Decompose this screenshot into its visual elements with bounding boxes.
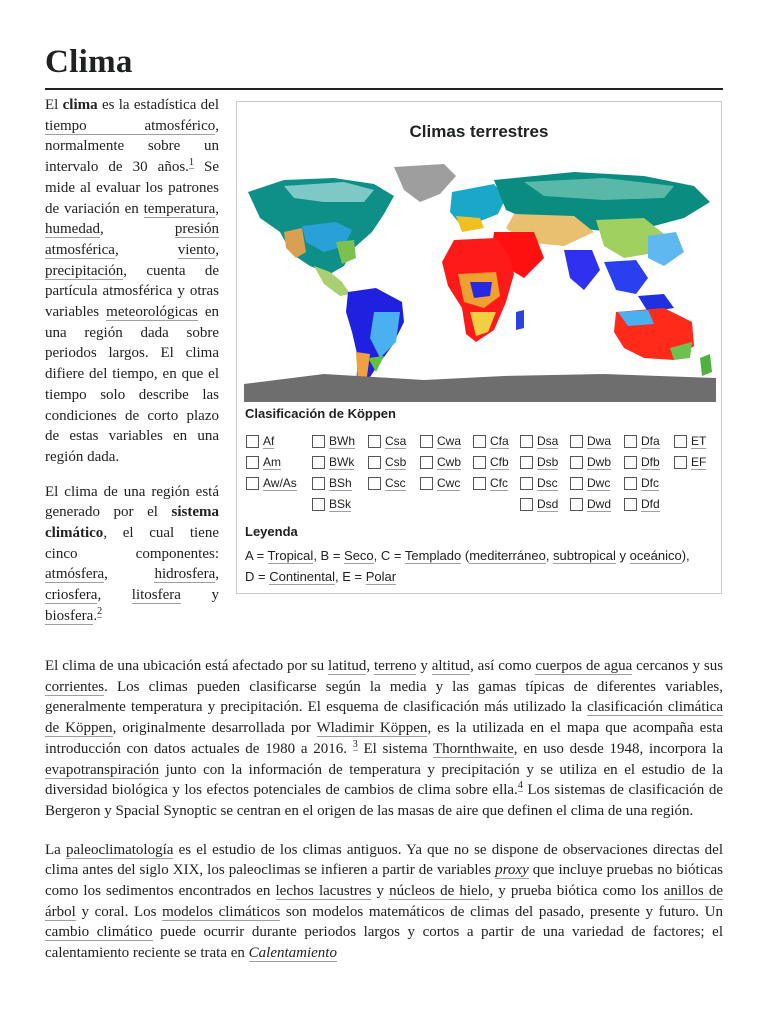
koppen-item-bsh[interactable] [312,474,352,492]
link-modelos-climaticos[interactable]: modelos climáticos [162,903,281,920]
koppen-item-dsa[interactable] [520,432,558,450]
text: , E = [335,569,366,584]
koppen-swatch [520,456,533,469]
koppen-item-csa[interactable] [368,432,406,450]
link-templado[interactable]: Templado [404,548,462,563]
koppen-label: Dwd [587,496,612,511]
koppen-swatch [674,435,687,448]
link-hidrosfera[interactable]: hidrosfera [154,566,216,583]
text: . Los climas pueden clasificarse según la media y las gamas típicas de diferentes variables, generalmente temperatura y precipitación. El esquema de clasificación más utilizado la [45,678,723,716]
text: en una región dada sobre periodos largos. El clima difiere del tiempo, en que el tiempo solo describe las condiciones de corto plazo de estas variables en una región dada. [45,304,219,465]
koppen-swatch [312,477,325,490]
infobox-climate-map [236,101,722,594]
text: , en uso desde 1948, incorpora la [513,740,723,757]
koppen-swatch [473,477,486,490]
koppen-swatch [246,456,259,469]
text: ( [461,548,470,563]
text: , C = [373,548,405,563]
page-title: Clima [45,44,133,80]
link-calentamiento[interactable] [249,945,337,962]
koppen-item-bwh[interactable] [312,432,355,450]
koppen-label: ET [691,433,707,448]
koppen-title: Clasificación de Köppen [245,406,396,421]
koppen-label: Cwc [437,475,461,490]
koppen-item-am[interactable] [246,453,281,471]
link-tiempo-atmosferico[interactable]: tiempo atmosférico [45,117,216,134]
link-tropical[interactable]: Tropical [267,548,314,563]
koppen-label: Cfa [490,433,509,448]
lead-paragraph-1 [45,95,219,468]
link-nucleos-de-hielo[interactable]: núcleos de hielo [389,883,490,900]
link-evapotranspiracion[interactable]: evapotranspiración [45,761,160,778]
text: cercanos y sus [632,658,724,674]
text: , cuenta de partícula atmosférica y otras variables [45,262,219,321]
link-anillos-de-arbol[interactable]: anillos de árbol [45,883,723,920]
link-litosfera[interactable]: litosfera [131,587,181,604]
link-viento[interactable]: viento [177,241,216,258]
koppen-legend-grid [246,432,716,514]
koppen-label: Dfa [641,433,660,448]
text: , originalmente desarrollada por [112,720,317,737]
text: , [545,548,554,563]
text: ), [681,548,690,563]
link-presion-atmosferica[interactable]: presión atmosférica [45,221,219,258]
text: , [215,241,219,258]
text: y [371,883,390,900]
koppen-swatch [420,456,433,469]
link-precipitacion[interactable]: precipitación [45,262,124,279]
koppen-item-dfa[interactable] [624,432,660,450]
bold-term-clima: clima [62,97,98,113]
koppen-label: Cfc [490,475,508,490]
koppen-label: BSk [329,496,352,511]
link-lechos-lacustres[interactable]: lechos lacustres [275,883,372,900]
ref-1[interactable]: 1 [188,157,194,169]
text: , así como [470,658,536,674]
koppen-swatch [624,456,637,469]
koppen-label: Dfc [641,475,659,490]
koppen-item-dwa[interactable] [570,432,611,450]
link-paleoclimatologia[interactable]: paleoclimatología [65,841,174,858]
koppen-item-af[interactable] [246,432,274,450]
koppen-item-cwb[interactable] [420,453,461,471]
link-meteorologicas[interactable]: meteorológicas [106,304,198,321]
koppen-swatch [246,435,259,448]
text: El clima de una región está generado por el [45,483,219,521]
koppen-item-csb[interactable] [368,453,406,471]
link-oceanico[interactable]: oceánico [629,548,682,563]
text: , [97,587,132,604]
koppen-label: Dfb [641,454,660,469]
koppen-swatch [473,456,486,469]
link-clasificacion-koppen[interactable]: clasificación climática de Köppen [45,699,723,737]
koppen-swatch [312,435,325,448]
text: El sistema [357,740,433,757]
text: . [93,607,98,624]
text: es el estudio de los climas antiguos. Ya que no se dispone de observaciones directas del clima antes del siglo XIX, los paleoclimas se infieren a partir de variables [45,841,724,879]
koppen-label: Dsc [537,475,558,490]
link-atmosfera[interactable]: atmósfera [45,566,105,583]
text: y [416,658,432,674]
link-proxy[interactable] [495,862,529,879]
koppen-swatch [674,456,687,469]
text: Se mide al evaluar los patrones de variación en [45,159,220,217]
koppen-label: Af [263,433,275,448]
koppen-swatch [624,498,637,511]
koppen-item-dwb[interactable] [570,453,611,471]
map-title: Climas terrestres [409,122,549,141]
koppen-label: Dsa [537,433,559,448]
koppen-item-ef[interactable] [674,453,706,471]
koppen-label: Cfb [490,454,509,469]
link-latitud[interactable]: latitud [328,658,367,674]
koppen-item-dsc[interactable] [520,474,558,492]
koppen-item-dwc[interactable] [570,474,610,492]
text: y [615,548,630,563]
text: son modelos matemáticos de climas del pasado, presente y futuro. Un [280,903,724,920]
link-thornthwaite[interactable]: Thornthwaite [432,740,514,757]
koppen-item-dsb[interactable] [520,453,558,471]
koppen-item-dfb[interactable] [624,453,660,471]
koppen-swatch [624,477,637,490]
koppen-label: Am [263,454,281,469]
koppen-label: Dsd [537,496,559,511]
text: , [99,221,175,238]
link-temperatura[interactable]: temperatura [143,200,216,217]
text: , [114,241,178,258]
text: La [45,841,66,858]
link-terreno[interactable]: terreno [374,658,417,674]
koppen-label: EF [691,454,707,469]
legend-title: Leyenda [245,524,298,539]
koppen-label: Aw/As [263,475,297,490]
bold-term-sistema-climatico: sistema climático [45,504,219,542]
body-paragraph-3 [45,656,723,822]
koppen-swatch [420,435,433,448]
text: y coral. Los [75,903,163,920]
koppen-item-et[interactable] [674,432,706,450]
text: , [104,566,155,583]
koppen-label: Cwa [437,433,462,448]
link-proxy-text: proxy [495,862,529,879]
text: , [366,658,374,674]
lead-paragraph-2 [45,482,219,627]
koppen-label: Csb [385,454,407,469]
koppen-label: BWk [329,454,355,469]
koppen-item-dwd[interactable] [570,495,611,513]
text: , es la utilizada en el mapa que acompaña esta introducción con datos actuales de 1980 a 2016. [45,720,723,757]
koppen-swatch [570,456,583,469]
koppen-label: Dwc [587,475,611,490]
text: , B = [313,548,345,563]
koppen-item-cwa[interactable] [420,432,461,450]
link-cambio-climatico[interactable]: cambio climático [45,924,153,941]
koppen-label: BSh [329,475,352,490]
koppen-swatch [520,477,533,490]
koppen-item-aw-as[interactable] [246,474,297,492]
koppen-swatch [246,477,259,490]
text: Los sistemas de clasificación de Bergeron y Spacial Synoptic se centran en el origen de las masas de aire que definen el clima de una región. [45,782,723,819]
link-calentamiento-text: Calentamiento [248,945,337,962]
koppen-world-map[interactable] [244,162,716,402]
koppen-item-dfd[interactable] [624,495,660,513]
koppen-item-cfa[interactable] [473,432,509,450]
koppen-item-dfc[interactable] [624,474,659,492]
koppen-swatch [312,498,325,511]
lead-column [45,95,219,641]
link-mediterraneo[interactable]: mediterráneo [469,548,546,563]
text: junto con la información de temperatura y precipitación y se utiliza en el estudio de la diversidad biológica y los efectos potenciales de cambios de clima sobre ella. [45,761,723,799]
link-wladimir-koppen[interactable]: Wladimir Köppen [316,720,428,737]
text: que incluye pruebas no bióticas como los sedimentos encontrados en [45,862,723,900]
text: , [215,566,219,583]
koppen-label: Cwb [437,454,462,469]
koppen-label: BWh [329,433,356,448]
title-rule [45,88,723,90]
koppen-item-cfb[interactable] [473,453,509,471]
koppen-swatch [420,477,433,490]
koppen-swatch [312,456,325,469]
koppen-item-csc[interactable] [368,474,406,492]
text: es la estadística del [97,97,219,113]
koppen-swatch [368,435,381,448]
link-altitud[interactable]: altitud [431,658,471,674]
ref-4[interactable]: 4 [517,780,523,792]
koppen-label: Dfd [641,496,660,511]
koppen-swatch [570,498,583,511]
link-subtropical[interactable]: subtropical [553,548,616,563]
koppen-swatch [624,435,637,448]
koppen-label: Dsb [537,454,559,469]
text: , [215,200,219,217]
koppen-item-cwc[interactable] [420,474,460,492]
koppen-swatch [520,498,533,511]
koppen-item-cfc[interactable] [473,474,508,492]
link-humedad[interactable]: humedad [45,221,100,238]
koppen-swatch [570,477,583,490]
body-text [45,656,723,982]
koppen-label: Dwa [587,433,612,448]
text: , y prueba biótica como los [489,883,664,900]
link-continental[interactable]: Continental [269,569,335,584]
koppen-swatch [368,477,381,490]
koppen-swatch [520,435,533,448]
koppen-label: Dwb [587,454,612,469]
text: puede ocurrir durante periodos largos y cortos a partir de una variedad de factores; el calentamiento reciente se trata en [45,924,723,962]
koppen-item-bwk[interactable] [312,453,354,471]
link-cuerpos-de-agua[interactable]: cuerpos de agua [535,658,633,674]
link-criosfera[interactable]: criosfera [45,587,98,604]
text: A = [245,548,268,563]
text: D = [245,569,270,584]
koppen-swatch [473,435,486,448]
koppen-item-bsk[interactable] [312,495,351,513]
world-map-graphic [244,162,716,402]
ref-2[interactable]: 2 [97,605,103,617]
link-polar[interactable]: Polar [365,569,397,584]
link-corrientes[interactable]: corrientes [45,678,105,695]
text: El [45,97,63,113]
koppen-swatch [570,435,583,448]
legend-text [245,545,717,587]
link-seco[interactable]: Seco [344,548,374,563]
link-biosfera[interactable]: biosfera [45,607,94,624]
koppen-swatch [368,456,381,469]
text: y [180,587,219,604]
body-paragraph-4 [45,840,723,964]
koppen-label: Csa [385,433,407,448]
text: , normalmente sobre un intervalo de 30 años. [45,117,219,176]
text: , el cual tiene cinco componentes: [45,525,219,562]
koppen-item-dsd[interactable] [520,495,558,513]
ref-3[interactable]: 3 [352,738,358,750]
text: El clima de una ubicación está afectado por su [45,658,329,674]
koppen-label: Csc [385,475,406,490]
